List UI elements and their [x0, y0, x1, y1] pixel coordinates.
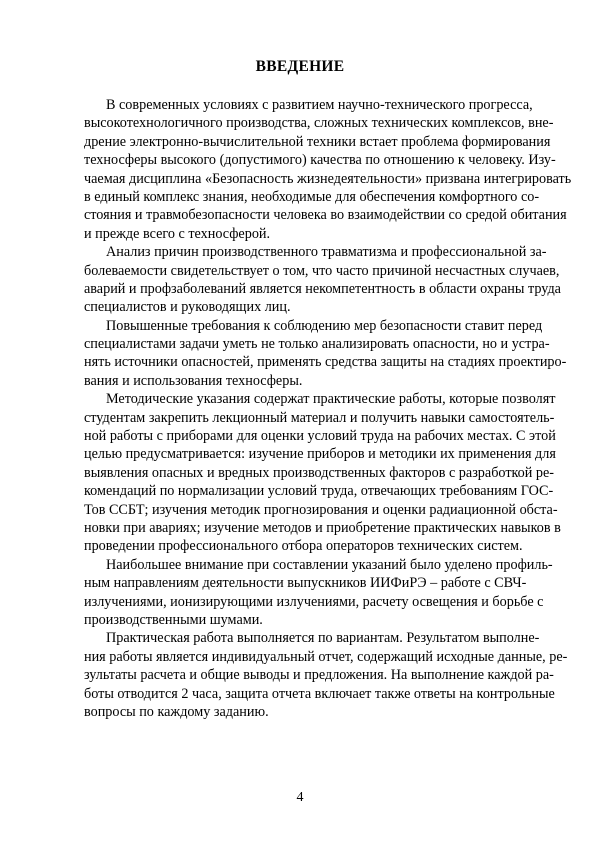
- text-line: целью предусматривается: изучение приборов и методики их применения для: [84, 446, 556, 463]
- text-line: дрение электронно-вычислительной техники встает проблема формирования: [84, 133, 551, 150]
- paragraph: [84, 390, 561, 556]
- text-line: вания и использования техносферы.: [84, 372, 303, 389]
- paragraph: [84, 243, 561, 317]
- page-title: ВВЕДЕНИЕ: [255, 58, 345, 75]
- paragraph: [84, 629, 568, 721]
- text-line: высокотехнологичного производства, сложных технических комплексов, вне-: [84, 115, 554, 132]
- text-line: Наибольшее внимание при составлении указаний было уделено профиль-: [106, 556, 553, 573]
- paragraph: [84, 96, 572, 243]
- text-line: боты отводится 2 часа, защита отчета включает также ответы на контрольные: [84, 685, 555, 702]
- text-line: студентам закрепить лекционный материал и получить навыки самостоятель-: [84, 409, 555, 426]
- paragraph: [84, 317, 567, 391]
- text-line: производственными шумами.: [84, 611, 263, 628]
- text-line: Тов ССБТ; изучения методик прогнозирования и оценки радиационной обста-: [84, 501, 558, 518]
- text-line: вопросы по каждому заданию.: [84, 703, 269, 720]
- text-line: Повышенные требования к соблюдению мер безопасности ставит перед: [106, 317, 543, 334]
- text-line: Методические указания содержат практические работы, которые позволят: [106, 391, 556, 408]
- text-line: болеваемости свидетельствует о том, что часто причиной несчастных случаев,: [84, 262, 560, 279]
- text-line: В современных условиях с развитием научно-технического прогресса,: [106, 97, 533, 113]
- text-line: чаемая дисциплина «Безопасность жизнедеятельности» призвана интегрировать: [84, 170, 572, 187]
- text-line: ной работы с приборами для оценки условий труда на рабочих местах. С этой: [84, 428, 556, 445]
- text-line: и прежде всего с техносферой.: [84, 225, 271, 242]
- text-line: новки при авариях; изучение методов и приобретение практических навыков в: [84, 519, 561, 536]
- text-line: аварий и профзаболеваний является некомпетентность в области охраны труда: [84, 280, 561, 297]
- text-line: излучениями, ионизирующими излучениями, расчету освещения и борьбе с: [84, 593, 544, 610]
- text-line: специалистами задачи уметь не только анализировать опасности, но и устра-: [84, 336, 550, 353]
- text-line: выявления опасных и вредных производственных факторов с разработкой ре-: [84, 464, 555, 481]
- paragraph: [84, 556, 553, 630]
- text-line: Анализ причин производственного травматизма и профессиональной за-: [106, 244, 547, 261]
- text-line: проведении профессионального отбора операторов технических систем.: [84, 538, 523, 555]
- text-line: специалистов и руководящих лиц.: [84, 299, 291, 316]
- page-number: 4: [296, 790, 304, 805]
- text-line: нять источники опасностей, применять средства защиты на стадиях проектиро-: [84, 354, 567, 371]
- text-line: ным направлениям деятельности выпускников ИИФиРЭ – работе с СВЧ-: [84, 575, 527, 592]
- text-line: зультаты расчета и общие выводы и предложения. На выполнение каждой ра-: [84, 667, 554, 684]
- text-line: стояния и травмобезопасности человека во взаимодействии со средой обитания: [84, 207, 567, 224]
- text-line: ния работы является индивидуальный отчет, содержащий исходные данные, ре-: [84, 648, 568, 665]
- text-line: в единый комплекс знания, необходимые для обеспечения комфортного со-: [84, 188, 540, 205]
- document-body: [84, 96, 572, 721]
- text-line: комендаций по нормализации условий труда, отвечающих требованиям ГОС-: [84, 483, 554, 500]
- text-line: техносферы высокого (допустимого) качества по отношению к человеку. Изу-: [84, 152, 556, 169]
- text-line: Практическая работа выполняется по вариантам. Результатом выполне-: [106, 630, 540, 647]
